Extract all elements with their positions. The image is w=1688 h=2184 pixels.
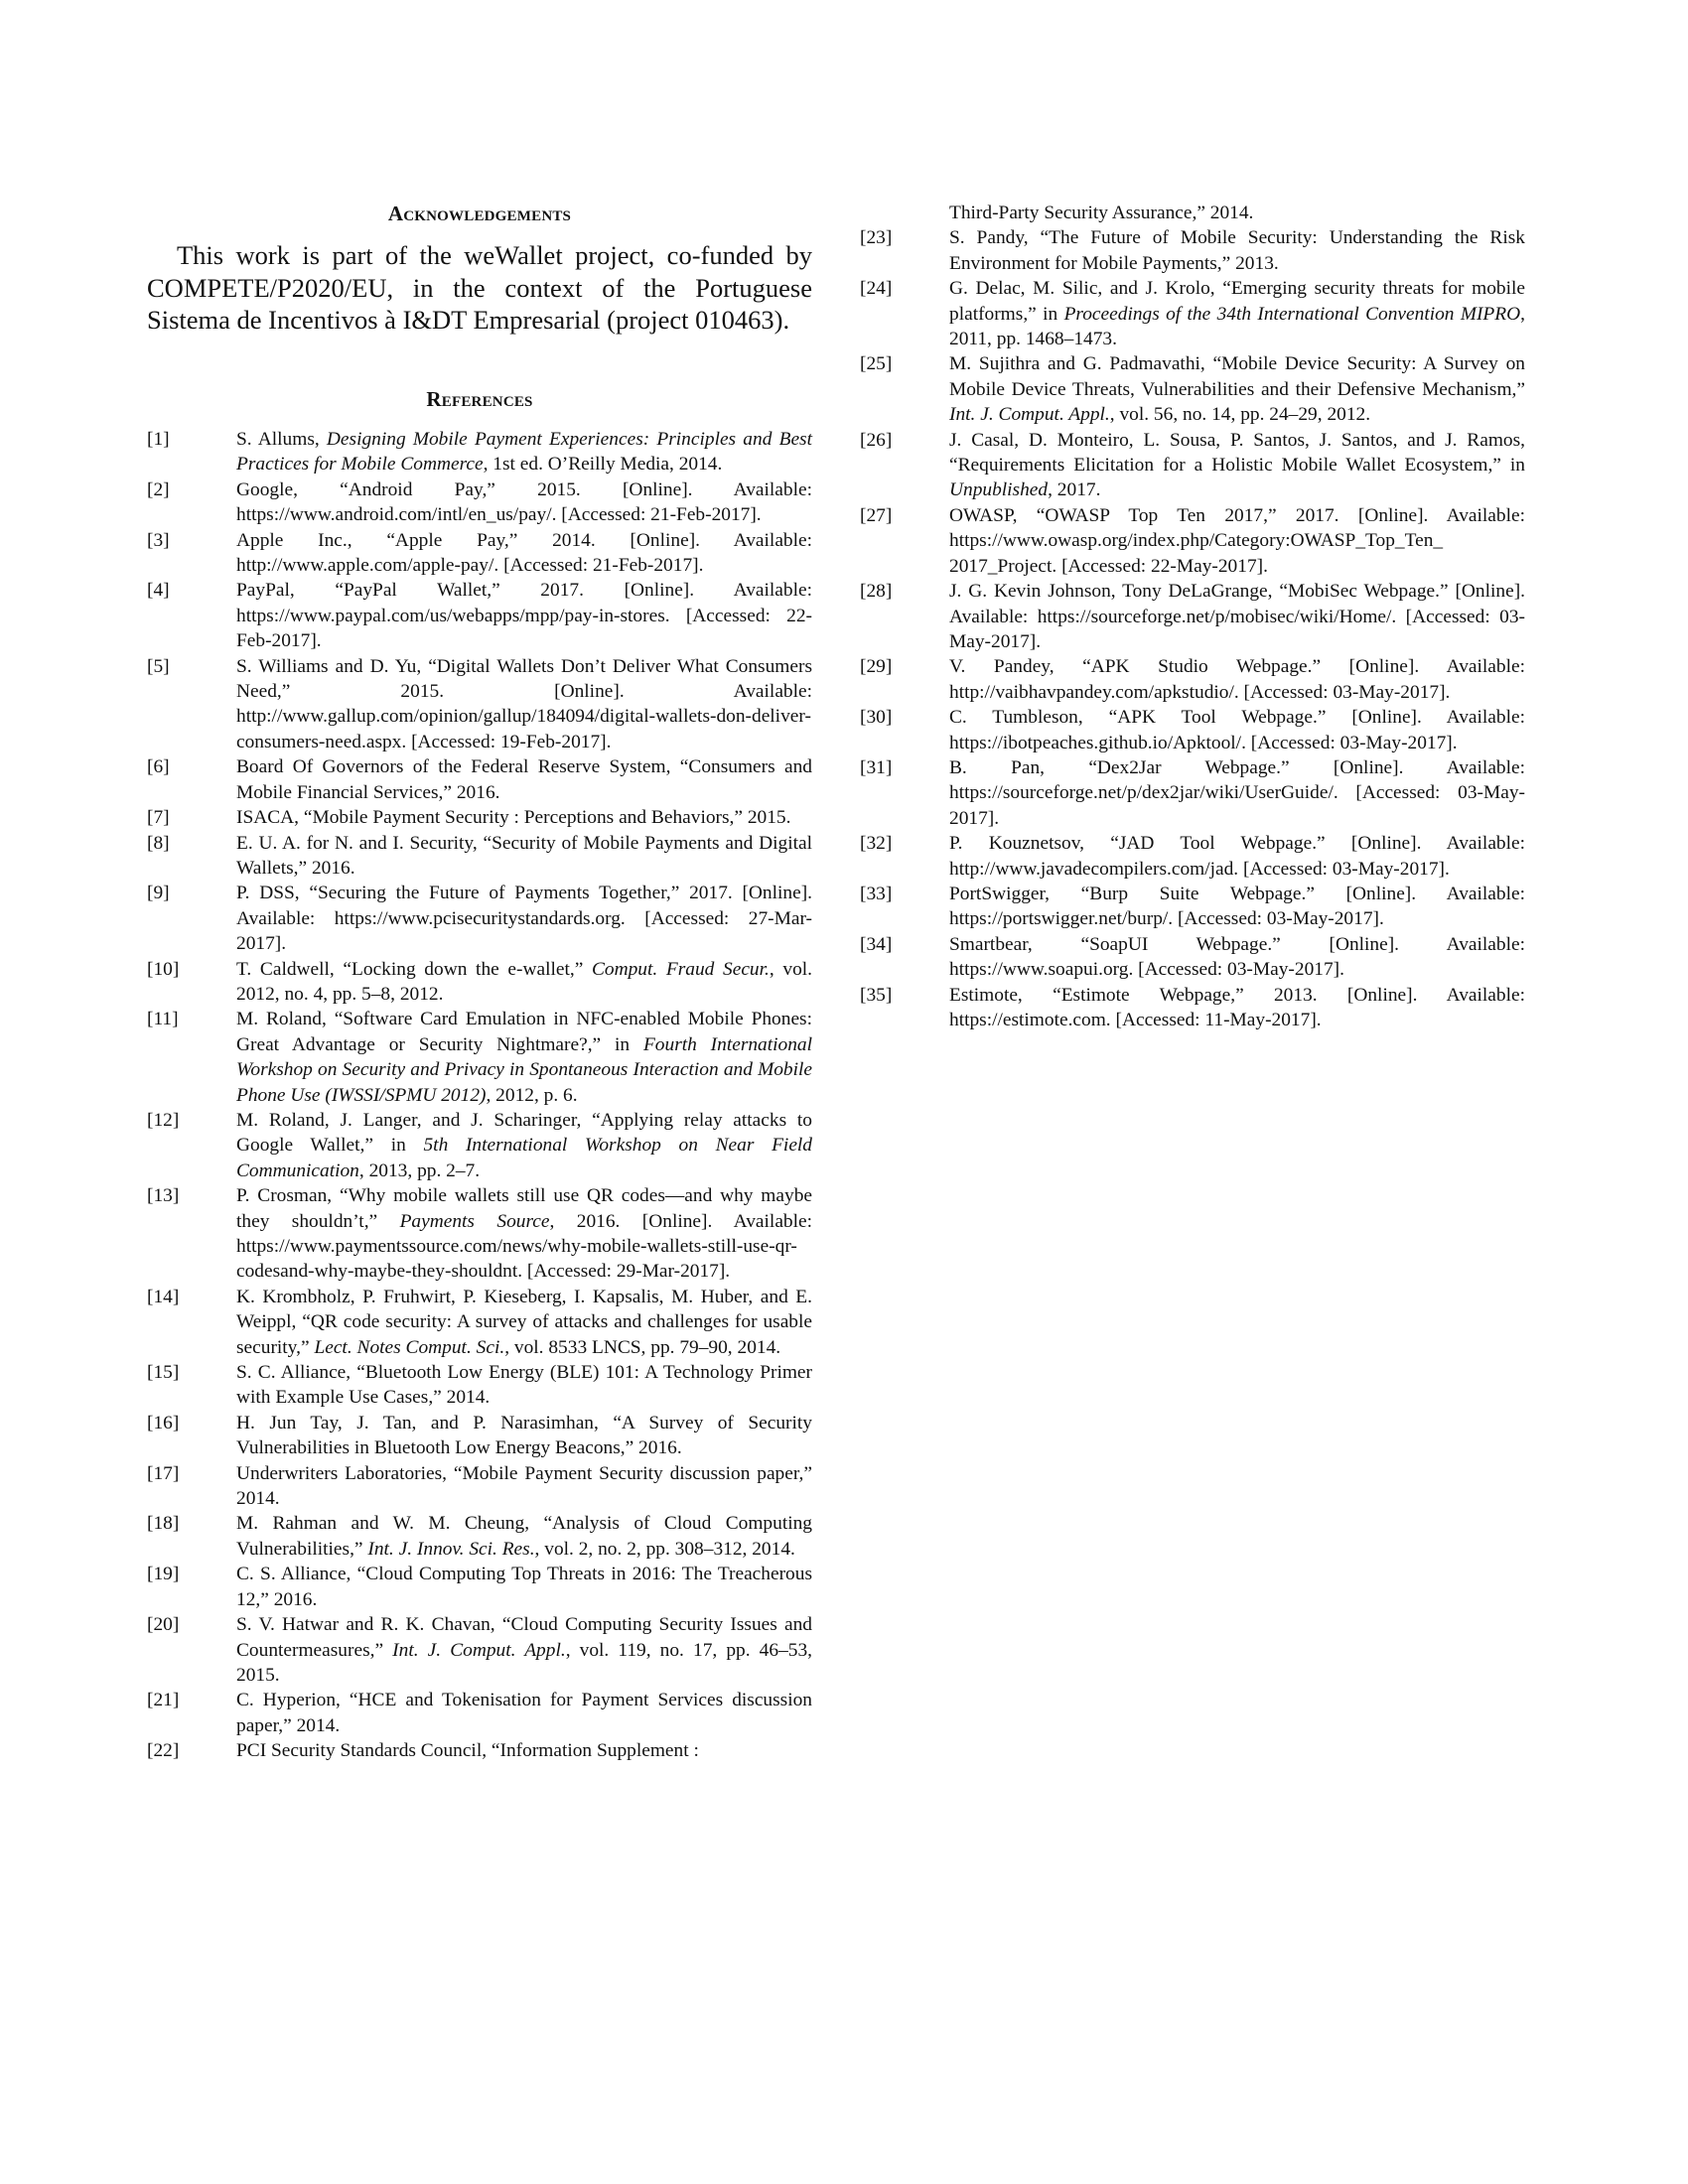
reference-plain-text: , 2012, p. 6. xyxy=(486,1084,578,1106)
reference-number: [1] xyxy=(147,429,170,450)
reference-entry xyxy=(147,1612,812,1688)
reference-text xyxy=(949,983,1525,1033)
reference-entry xyxy=(147,881,812,956)
references-heading: References xyxy=(426,387,533,411)
reference-plain-text: V. Pandey, “APK Studio Webpage.” [Online]. Available: http://vaibhavpandey.com/apkstudio/. [Accessed: 03-May-2017]. xyxy=(949,656,1525,703)
reference-number: [29] xyxy=(860,656,893,678)
reference-entry xyxy=(147,1738,812,1763)
reference-entry xyxy=(147,1285,812,1360)
reference-text xyxy=(949,654,1525,705)
reference-entry xyxy=(860,428,1525,503)
reference-number: [7] xyxy=(147,807,170,829)
reference-text xyxy=(949,831,1525,882)
reference-text xyxy=(236,654,812,755)
reference-plain-text: G. Delac, M. Silic, and J. Krolo, “Emerging security threats for mobile platforms,” in xyxy=(949,278,1525,325)
reference-plain-text: Third-Party Security Assurance,” 2014. xyxy=(949,203,1254,223)
reference-entry xyxy=(147,1411,812,1461)
reference-entry xyxy=(147,1562,812,1612)
reference-number: [10] xyxy=(147,958,180,980)
reference-entry xyxy=(860,201,1525,225)
reference-plain-text: M. Sujithra and G. Padmavathi, “Mobile Device Security: A Survey on Mobile Device Threats, Vulnerabilities and their Defensive Mechanism,” xyxy=(949,353,1525,400)
reference-text xyxy=(949,276,1525,351)
reference-number: [3] xyxy=(147,529,170,551)
reference-plain-text: M. Rahman and W. M. Cheung, “Analysis of Cloud Computing Vulnerabilities,” xyxy=(236,1513,812,1560)
reference-plain-text: S. C. Alliance, “Bluetooth Low Energy (BLE) 101: A Technology Primer with Example Use Cases,” 2014. xyxy=(236,1362,812,1409)
reference-plain-text: , 2013, pp. 2–7. xyxy=(358,1160,481,1181)
reference-text xyxy=(236,1612,812,1688)
reference-entry xyxy=(147,478,812,528)
reference-entry xyxy=(860,932,1525,983)
reference-entry xyxy=(860,755,1525,831)
reference-entry xyxy=(147,831,812,882)
reference-plain-text: P. DSS, “Securing the Future of Payments Together,” 2017. [Online]. Available: https://www.pcisecuritystandards.org. [Accessed: 27-Mar-2017]. xyxy=(236,883,812,955)
reference-entry xyxy=(860,579,1525,654)
reference-entry xyxy=(860,654,1525,705)
reference-number: [14] xyxy=(147,1286,180,1307)
reference-entry xyxy=(147,1688,812,1738)
reference-plain-text: , 1st ed. O’Reilly Media, 2014. xyxy=(483,454,723,476)
reference-plain-text: P. Kouznetsov, “JAD Tool Webpage.” [Online]. Available: http://www.javadecompilers.com/jad. [Accessed: 03-May-2017]. xyxy=(949,833,1525,880)
reference-number: [5] xyxy=(147,655,170,677)
reference-number: [20] xyxy=(147,1614,180,1636)
reference-number: [33] xyxy=(860,883,893,904)
reference-plain-text: C. Tumbleson, “APK Tool Webpage.” [Online]. Available: https://ibotpeaches.github.io/Apktool/. [Accessed: 03-May-2017]. xyxy=(949,707,1525,753)
reference-text xyxy=(236,1688,812,1738)
reference-entry xyxy=(860,351,1525,427)
reference-number: [30] xyxy=(860,707,893,729)
reference-text xyxy=(236,478,812,528)
reference-text xyxy=(236,427,812,478)
reference-plain-text: PCI Security Standards Council, “Information Supplement : xyxy=(236,1740,699,1762)
reference-number: [21] xyxy=(147,1690,180,1711)
reference-italic-text: Payments Source xyxy=(399,1210,550,1232)
reference-text xyxy=(949,201,1525,225)
reference-plain-text: E. U. A. for N. and I. Security, “Security of Mobile Payments and Digital Wallets,” 2016. xyxy=(236,832,812,879)
reference-text xyxy=(236,831,812,882)
reference-list-right xyxy=(860,201,1525,1032)
reference-plain-text: S. V. Hatwar and R. K. Chavan, “Cloud Computing Security Issues and Countermeasures,” xyxy=(236,1614,812,1661)
reference-plain-text: B. Pan, “Dex2Jar Webpage.” [Online]. Available: https://sourceforge.net/p/dex2jar/wiki/UserGuide/. [Accessed: 03-May-2017]. xyxy=(949,756,1525,829)
reference-number: [28] xyxy=(860,581,893,603)
reference-plain-text: , vol. 2, no. 2, pp. 308–312, 2014. xyxy=(534,1538,795,1560)
reference-text xyxy=(236,805,812,830)
reference-entry xyxy=(860,983,1525,1033)
reference-text xyxy=(949,428,1525,503)
reference-italic-text: Int. J. Innov. Sci. Res. xyxy=(367,1538,535,1560)
reference-text xyxy=(949,932,1525,983)
reference-entry xyxy=(860,882,1525,932)
reference-plain-text: , 2011, pp. 1468–1473. xyxy=(949,303,1525,350)
reference-text xyxy=(949,882,1525,932)
reference-number: [19] xyxy=(147,1564,180,1585)
reference-entry xyxy=(147,578,812,653)
reference-number: [9] xyxy=(147,883,170,904)
reference-entry xyxy=(860,831,1525,882)
reference-plain-text: T. Caldwell, “Locking down the e-wallet,” xyxy=(236,958,592,980)
reference-number: [15] xyxy=(147,1362,180,1384)
reference-number: [22] xyxy=(147,1740,180,1762)
reference-number: [27] xyxy=(860,504,893,526)
reference-number: [16] xyxy=(147,1412,180,1433)
reference-entry xyxy=(860,225,1525,276)
reference-list-left xyxy=(147,427,812,1764)
reference-italic-text: Lect. Notes Comput. Sci. xyxy=(314,1336,505,1358)
reference-number: [24] xyxy=(860,278,893,300)
reference-italic-text: Int. J. Comput. Appl. xyxy=(949,404,1110,426)
reference-entry xyxy=(147,1108,812,1183)
reference-text xyxy=(236,1562,812,1612)
reference-entry xyxy=(147,754,812,805)
reference-number: [25] xyxy=(860,353,893,375)
reference-number: [35] xyxy=(860,984,893,1006)
reference-text xyxy=(949,225,1525,276)
reference-text xyxy=(949,755,1525,831)
reference-entry xyxy=(860,705,1525,755)
reference-plain-text: PayPal, “PayPal Wallet,” 2017. [Online]. Available: https://www.paypal.com/us/webapps/mpp/pay-in-stores. [Accessed: 22-Feb-2017]. xyxy=(236,580,812,652)
reference-entry xyxy=(147,805,812,830)
reference-italic-text: Fourth International Workshop on Security and Privacy in Spontaneous Interaction and Mobile Phone Use (IWSSI/SPMU 2012) xyxy=(236,1033,813,1106)
reference-text xyxy=(949,503,1525,579)
reference-entry xyxy=(147,1183,812,1285)
reference-text xyxy=(949,351,1525,427)
reference-number: [4] xyxy=(147,580,170,602)
reference-entry xyxy=(147,1461,812,1512)
reference-plain-text: C. S. Alliance, “Cloud Computing Top Threats in 2016: The Treacherous 12,” 2016. xyxy=(236,1564,812,1610)
reference-italic-text: Int. J. Comput. Appl. xyxy=(392,1639,566,1661)
reference-number: [26] xyxy=(860,429,893,451)
reference-plain-text: S. Allums, xyxy=(236,429,327,450)
reference-text xyxy=(236,1108,812,1183)
reference-text xyxy=(236,1461,812,1512)
reference-text xyxy=(236,754,812,805)
reference-number: [31] xyxy=(860,756,893,778)
reference-plain-text: Board Of Governors of the Federal Reserve System, “Consumers and Mobile Financial Services,” 2016. xyxy=(236,756,812,803)
reference-italic-text: Comput. Fraud Secur. xyxy=(591,958,770,980)
reference-plain-text: C. Hyperion, “HCE and Tokenisation for Payment Services discussion paper,” 2014. xyxy=(236,1690,812,1736)
reference-plain-text: , vol. 119, no. 17, pp. 46–53, 2015. xyxy=(236,1639,812,1686)
reference-italic-text: Proceedings of the 34th International Convention MIPRO xyxy=(1063,303,1521,325)
reference-number: [8] xyxy=(147,832,170,854)
reference-plain-text: , 2016. [Online]. Available: https://www.paymentssource.com/news/why-mobile-wallets-still-use-qr-codesand-why-maybe-they-shouldnt. [Accessed: 29-Mar-2017]. xyxy=(236,1210,812,1283)
reference-plain-text: M. Roland, J. Langer, and J. Scharinger, “Applying relay attacks to Google Wallet,” in xyxy=(236,1109,812,1157)
reference-plain-text: S. Pandy, “The Future of Mobile Security: Understanding the Risk Environment for Mobile Payments,” 2013. xyxy=(949,227,1525,274)
reference-plain-text: ISACA, “Mobile Payment Security : Perceptions and Behaviors,” 2015. xyxy=(236,807,791,829)
reference-plain-text: OWASP, “OWASP Top Ten 2017,” 2017. [Online]. Available: https://www.owasp.org/index.php/Category:OWASP_Top_Ten_ 2017_Project. [Accessed: 22-May-2017]. xyxy=(949,504,1525,577)
reference-text xyxy=(236,528,812,579)
acknowledgements-heading: Acknowledgements xyxy=(387,202,572,225)
reference-text xyxy=(236,1360,812,1411)
reference-number: [6] xyxy=(147,756,170,778)
reference-entry xyxy=(147,1007,812,1108)
reference-entry xyxy=(147,427,812,478)
reference-plain-text: S. Williams and D. Yu, “Digital Wallets Don’t Deliver What Consumers Need,” 2015. [Online]. Available: http://www.gallup.com/opinion/gallup/184094/digital-wallets-don-deliver-consumers-need.aspx. [Accessed: 19-Feb-2017]. xyxy=(236,655,812,752)
reference-number: [17] xyxy=(147,1462,180,1484)
reference-entry xyxy=(147,1511,812,1562)
reference-plain-text: , vol. 8533 LNCS, pp. 79–90, 2014. xyxy=(504,1336,781,1358)
reference-number: [11] xyxy=(147,1009,179,1030)
acknowledgements-body: This work is part of the weWallet project, co-funded by COMPETE/P2020/EU, in the context of the Portuguese Sistema de Incentivos à I&DT Empresarial (project 010463). xyxy=(147,240,812,335)
reference-text xyxy=(236,957,812,1008)
reference-number: [34] xyxy=(860,933,893,955)
reference-italic-text: Designing Mobile Payment Experiences: Principles and Best Practices for Mobile Commerce xyxy=(236,429,812,476)
reference-entry xyxy=(147,654,812,755)
reference-text xyxy=(236,881,812,956)
reference-text xyxy=(236,1007,812,1108)
reference-entry xyxy=(860,276,1525,351)
reference-plain-text: H. Jun Tay, J. Tan, and P. Narasimhan, “A Survey of Security Vulnerabilities in Bluetooth Low Energy Beacons,” 2016. xyxy=(236,1412,812,1459)
reference-number: [18] xyxy=(147,1513,180,1535)
reference-number: [23] xyxy=(860,227,893,249)
reference-plain-text: PortSwigger, “Burp Suite Webpage.” [Online]. Available: https://portswigger.net/burp/. [Accessed: 03-May-2017]. xyxy=(949,883,1525,930)
reference-number: [13] xyxy=(147,1185,180,1207)
reference-plain-text: Apple Inc., “Apple Pay,” 2014. [Online]. Available: http://www.apple.com/apple-pay/. [Accessed: 21-Feb-2017]. xyxy=(236,529,812,577)
reference-number: [12] xyxy=(147,1109,180,1131)
reference-plain-text: J. G. Kevin Johnson, Tony DeLaGrange, “MobiSec Webpage.” [Online]. Available: https://sourceforge.net/p/mobisec/wiki/Home/. [Accessed: 03-May-2017]. xyxy=(949,581,1525,652)
reference-entry xyxy=(147,1360,812,1411)
reference-text xyxy=(949,579,1525,654)
reference-plain-text: P. Crosman, “Why mobile wallets still use QR codes—and why maybe they shouldn’t,” xyxy=(236,1185,812,1232)
reference-italic-text: 5th International Workshop on Near Field Communication xyxy=(236,1135,813,1181)
reference-text xyxy=(236,1285,812,1360)
reference-plain-text: Smartbear, “SoapUI Webpage.” [Online]. Available: https://www.soapui.org. [Accessed: 03-May-2017]. xyxy=(949,933,1525,981)
reference-text xyxy=(236,1511,812,1562)
reference-plain-text: M. Roland, “Software Card Emulation in NFC-enabled Mobile Phones: Great Advantage or Security Nightmare?,” in xyxy=(236,1009,812,1055)
reference-italic-text: Unpublished xyxy=(949,479,1049,501)
reference-entry xyxy=(147,528,812,579)
reference-plain-text: , vol. 2012, no. 4, pp. 5–8, 2012. xyxy=(236,958,813,1005)
reference-plain-text: Underwriters Laboratories, “Mobile Payment Security discussion paper,” 2014. xyxy=(236,1462,812,1510)
reference-entry xyxy=(860,503,1525,579)
reference-plain-text: K. Krombholz, P. Fruhwirt, P. Kieseberg, I. Kapsalis, M. Huber, and E. Weippl, “QR code security: A survey of attacks and challenges for usable security,” xyxy=(236,1286,812,1358)
reference-plain-text: Google, “Android Pay,” 2015. [Online]. Available: https://www.android.com/intl/en_us/pay/. [Accessed: 21-Feb-2017]. xyxy=(236,478,812,526)
reference-plain-text: , 2017. xyxy=(1048,479,1101,501)
reference-plain-text: Estimote, “Estimote Webpage,” 2013. [Online]. Available: https://estimote.com. [Accessed: 11-May-2017]. xyxy=(949,984,1525,1030)
reference-number: [32] xyxy=(860,833,893,855)
reference-plain-text: , vol. 56, no. 14, pp. 24–29, 2012. xyxy=(1109,404,1371,426)
reference-text xyxy=(236,1183,812,1285)
reference-text xyxy=(949,705,1525,755)
reference-text xyxy=(236,578,812,653)
reference-number: [2] xyxy=(147,478,170,500)
reference-text xyxy=(236,1738,812,1763)
reference-entry xyxy=(147,957,812,1008)
reference-text xyxy=(236,1411,812,1461)
reference-plain-text: J. Casal, D. Monteiro, L. Sousa, P. Santos, J. Santos, and J. Ramos, “Requirements Elicitation for a Holistic Mobile Wallet Ecosystem,” in xyxy=(949,429,1525,477)
